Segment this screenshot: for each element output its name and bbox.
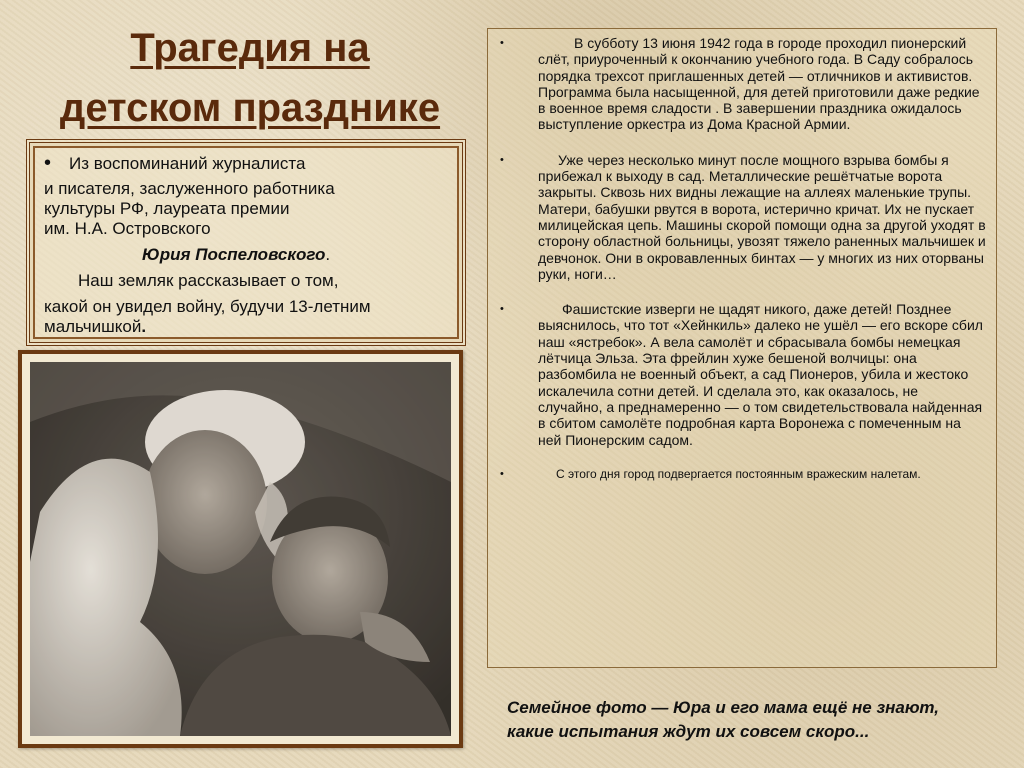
bullet-icon: • [500, 303, 504, 316]
slide-title-line-2: детском празднике [59, 86, 441, 130]
story-paragraph-text: В субботу 13 июня 1942 года в городе проходил пионерский слёт, приуроченный к окончанию учебного года. В Саду собралось порядка трехсот приглашенных детей — отличников и активистов. Программа была насыщенной, для детей приготовили даже редкие в военное время сладости . В завершении праздника ожидалось выступление оркестра из Дома Красной Армии. [538, 35, 980, 133]
intro-author-name: Юрия Поспеловского. [142, 245, 331, 264]
story-paragraph [500, 152, 986, 282]
intro-line-8: мальчишкой. [44, 317, 147, 336]
family-photo-image [30, 362, 451, 736]
intro-line-2: и писателя, заслуженного работника [44, 179, 335, 198]
family-photo [18, 350, 463, 748]
story-paragraph [500, 301, 986, 448]
story-paragraph [500, 467, 986, 482]
intro-line-1: • Из воспоминаний журналиста [44, 152, 306, 174]
story-panel [487, 28, 997, 668]
slide-title-line-1: Трагедия на [130, 26, 370, 70]
story-paragraph [500, 35, 986, 133]
intro-line-6: Наш земляк рассказывает о том, [78, 271, 339, 290]
story-paragraph-text: Уже через несколько минут после мощного взрыва бомбы я прибежал к выходу в сад. Металлические решётчатые ворота закрыты. Сквозь них видны лежащие на аллеях маленькие трупы. Матери, бабушки рвутся в ворота, истерично кричат. Их не пускает милицейская цепь. Машины скорой помощи одна за другой уходят в сторону областной больницы, увозят тяжело раненных мальчишек и девчонок. Они в окровавленных бинтах — у многих из них оторваны руки, ноги… [538, 151, 986, 282]
story-paragraph-text: Фашистские изверги не щадят никого, даже детей! Позднее выяснилось, что тот «Хейнкиль» далеко не ушёл — его вскоре сбил наш «ястребок». А вела самолёт и сбрасывала бомбы немецкая лётчица Эльза. Эта фрейлин хуже бешеной волчицы: она разбомбила не военный объект, а сад Пионеров, убила и жестоко искалечила сотни детей. И сделала это, как оказалось, не случайно, а преднамеренно — о том свидетельствовала найденная в сбитом самолёте подробная карта Воронежа с помеченным на ней Пионерским садом. [538, 301, 983, 448]
bullet-icon: • [500, 153, 504, 166]
intro-line-7: какой он увидел войну, будучи 13-летним [44, 297, 371, 316]
photo-caption: Семейное фото — Юра и его мама ещё не знают, какие испытания ждут их совсем скоро... [507, 698, 939, 741]
intro-line-4: им. Н.А. Островского [44, 219, 211, 238]
bullet-icon: • [44, 152, 52, 174]
bullet-icon: • [500, 37, 504, 49]
slide-title [0, 18, 500, 138]
story-paragraph-text: С этого дня город подвергается постоянным вражеским налетам. [556, 466, 921, 481]
intro-box [26, 139, 466, 346]
bullet-icon: • [500, 467, 504, 480]
intro-line-3: культуры РФ, лауреата премии [44, 199, 290, 218]
